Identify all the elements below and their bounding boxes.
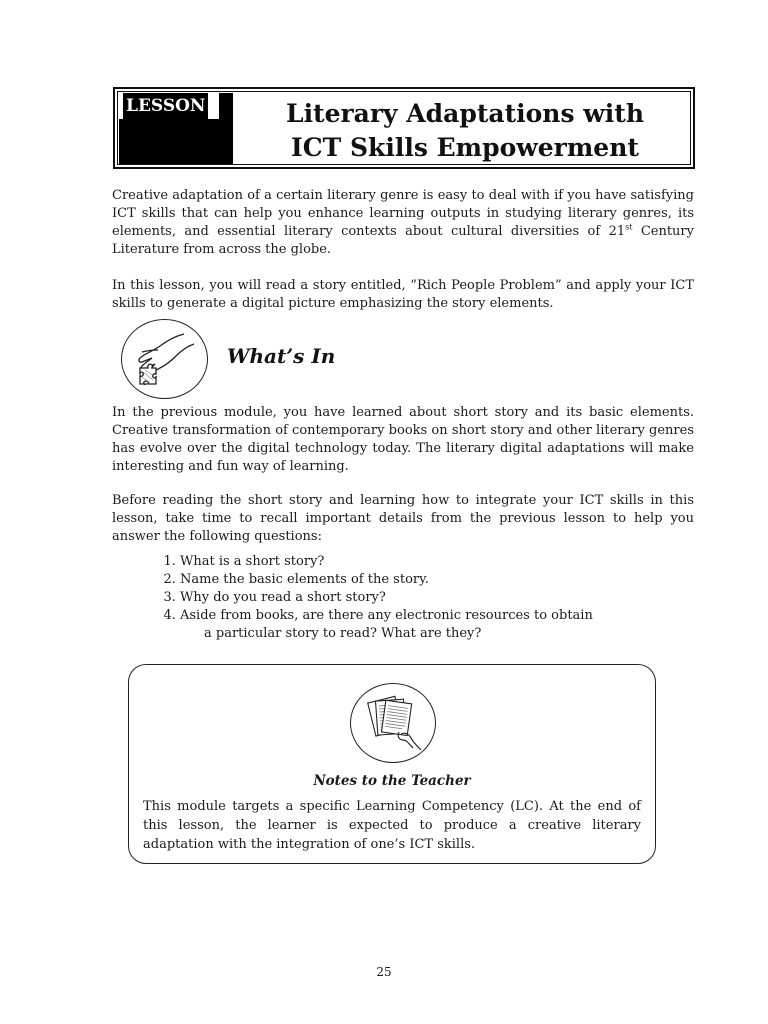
list-item: 4. Aside from books, are there any electronic resources to obtain a particular story to read? What are they?: [180, 607, 700, 643]
question-list: [140, 553, 700, 643]
lesson-label: LESSON: [119, 93, 219, 119]
question-4-continuation: a particular story to read? What are they?: [204, 626, 482, 641]
whats-in-heading: What’s In: [227, 344, 336, 368]
intro-paragraph-2: In this lesson, you will read a story entitled, “Rich People Problem” and apply your ICT skills to generate a digital picture emphasizing the story elements.: [112, 278, 694, 311]
notes-to-teacher-box: [128, 664, 656, 864]
page-number: 25: [376, 965, 392, 979]
lesson-header: [113, 87, 695, 169]
lesson-title: [245, 97, 685, 165]
hand-puzzle-icon: [121, 319, 208, 399]
notes-body: This module targets a specific Learning Competency (LC). At the end of this lesson, the learner is expected to produce a creative literary adaptation with the integration of one’s ICT skills.: [143, 799, 641, 852]
hand-papers-icon: [350, 683, 436, 763]
list-item: 1. What is a short story?: [180, 553, 700, 571]
lesson-title-line2: ICT Skills Empowerment: [291, 133, 639, 162]
intro-paragraph-1: Creative adaptation of a certain literary genre is easy to deal with if you have satisfying ICT skills that can help you enhance learning outputs in studying literary genres, its elements, and essential literary contexts about cultural diversities of 21st Century Literature from across the globe.: [112, 188, 694, 257]
whats-in-paragraph-1: In the previous module, you have learned about short story and its basic elements. Creative transformation of contemporary books on short story and other literary genres has evolve over the digital technology today. The literary digital adaptations will make interesting and fun way of learning.: [112, 405, 694, 474]
list-item: 2. Name the basic elements of the story.: [180, 571, 700, 589]
notes-title: Notes to the Teacher: [313, 773, 471, 789]
list-item: 3. Why do you read a short story?: [180, 589, 700, 607]
whats-in-paragraph-2: Before reading the short story and learning how to integrate your ICT skills in this lesson, take time to recall important details from the previous lesson to help you answer the following questions:: [112, 493, 694, 544]
lesson-title-line1: Literary Adaptations with: [285, 99, 645, 128]
